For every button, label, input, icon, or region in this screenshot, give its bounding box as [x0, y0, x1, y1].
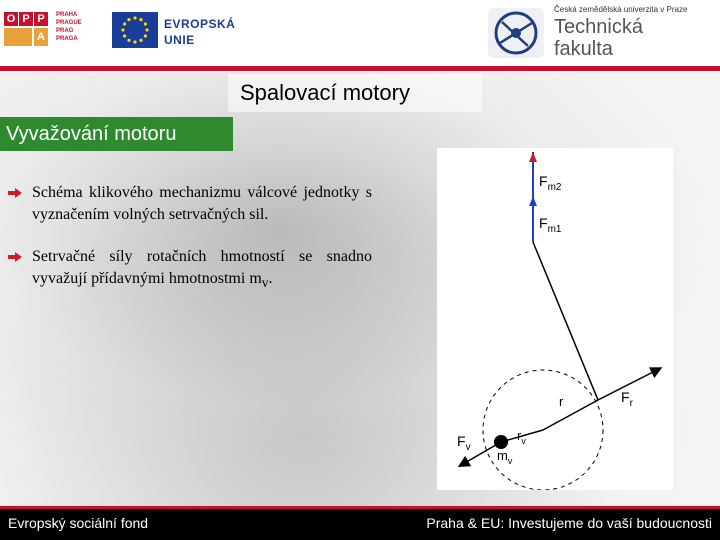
opp-letter: P: [19, 12, 33, 26]
faculty-logo: [478, 2, 720, 66]
eu-logo: [112, 8, 242, 60]
opp-logo: [4, 8, 102, 54]
opp-block: [4, 28, 32, 46]
bullet-text: Schéma klikového mechanizmu válcové jednotky s vyznačením volných setrvačných sil.: [32, 184, 372, 223]
label-rv: $r_v$: [517, 428, 526, 446]
section-label: Vyvažování motoru: [0, 117, 233, 151]
eu-flag-icon: [112, 12, 158, 48]
faculty-name: [554, 16, 643, 60]
opp-letter: O: [4, 12, 18, 26]
label-fm1: $F_{m1}$: [539, 215, 562, 235]
header: [0, 0, 720, 72]
diagram-background: [437, 148, 673, 490]
label-fv: $F_v$: [457, 433, 471, 453]
praha-row: PRAG: [56, 28, 74, 34]
bullet-text: Setrvačné síly rotačních hmotností se snadno vyvažují přídavnými hmotnostmi m: [32, 248, 372, 287]
opp-letter: P: [34, 12, 48, 26]
eu-line2: UNIE: [164, 33, 195, 47]
university-name: Česká zemědělská univerzita v Praze: [554, 5, 688, 14]
faculty-line2: fakulta: [554, 38, 613, 60]
bullet-item: [8, 246, 372, 294]
header-divider: [0, 66, 720, 71]
bullet-item: [8, 182, 372, 226]
bullet-subscript: v: [261, 275, 269, 291]
faculty-emblem-icon: [488, 8, 544, 58]
red-arrow-icon: [8, 188, 22, 198]
label-mv: $m_v$: [497, 448, 513, 466]
bullet-text-end: .: [268, 270, 273, 287]
footer-divider: [0, 506, 720, 509]
footer: [0, 506, 720, 540]
label-r: r: [559, 394, 564, 409]
crank-mechanism-diagram: [437, 148, 673, 490]
praha-row: PRAGA: [56, 36, 78, 42]
footer-left-text: Evropský sociální fond: [8, 515, 149, 531]
praha-row: PRAHA: [56, 12, 78, 18]
label-fr: $F_r$: [621, 389, 633, 409]
opp-letter: A: [34, 28, 48, 46]
eu-text: [164, 16, 235, 48]
praha-row: PRAGUE: [56, 20, 82, 26]
red-arrow-icon: [8, 252, 22, 262]
footer-right-text: Praha & EU: Investujeme do vaší budoucnosti: [426, 515, 712, 531]
faculty-line1: Technická: [554, 16, 643, 38]
slide-title: Spalovací motory: [240, 80, 410, 105]
label-fm2: $F_{m2}$: [539, 173, 562, 193]
bullet-list: [8, 182, 372, 314]
eu-line1: EVROPSKÁ: [164, 17, 236, 31]
